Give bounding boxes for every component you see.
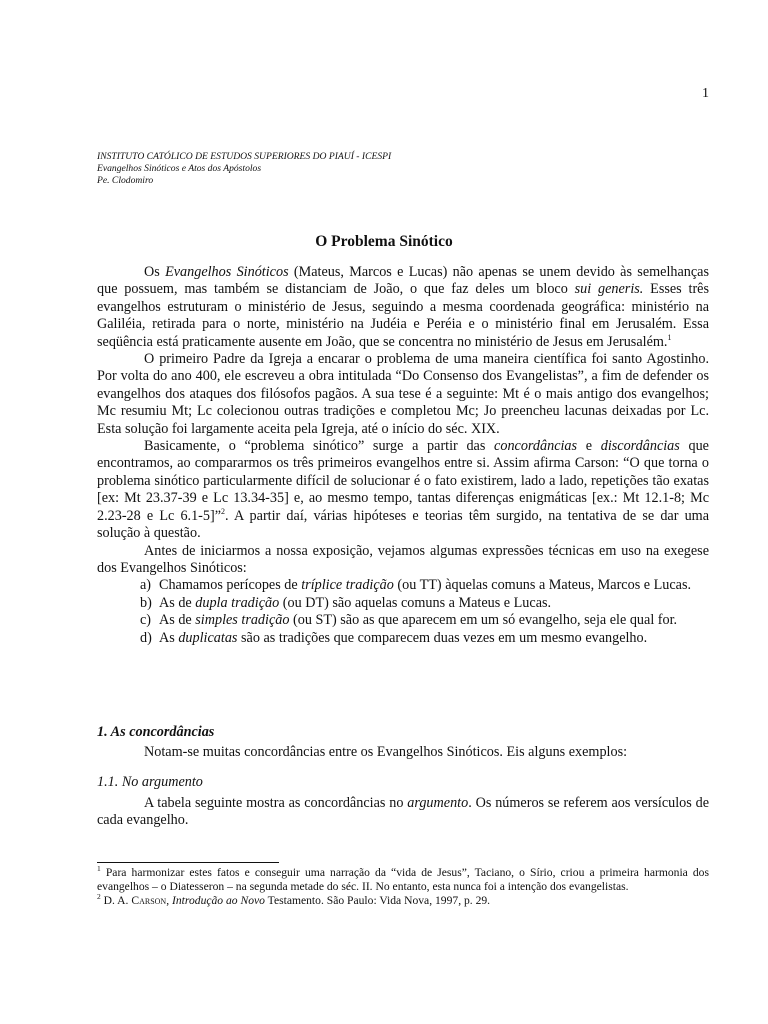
paragraph-1 <box>97 264 709 351</box>
text-run: Esses três evangelhos estruturam o ministério de Jesus, seguindo a mesma coordenada geográfica: ministério na Galiléia, retirada para o norte, ministério na Judéia e Peréia e o ministério final em Jerusalém. Essa seqüência está praticamente ausente em João, que se concentra no ministério de Jesus em Jerusalém. <box>97 281 709 350</box>
text-run: (Mateus, Marcos e Lucas) não apenas se unem devido às semelhanças que possuem, mas também se distanciam de João, o que faz deles um bloco <box>97 264 709 298</box>
footnote-number: 2 <box>97 892 101 901</box>
list-item <box>97 612 709 629</box>
page-title: O Problema Sinótico <box>315 233 453 250</box>
terms-list <box>97 577 709 647</box>
header-institution: INSTITUTO CATÓLICO DE ESTUDOS SUPERIORES DO PIAUÍ - ICESPI <box>97 151 392 162</box>
footnote-2 <box>97 894 709 908</box>
text-run: e <box>577 438 601 455</box>
text-run: D. A. <box>103 894 132 907</box>
text-run: As <box>159 629 179 646</box>
footnote-number: 1 <box>97 864 101 873</box>
text-run: (ou ST) são as que aparecem em um só evangelho, seja ele qual for. <box>289 612 678 629</box>
list-item <box>97 577 709 594</box>
list-marker: a) <box>140 577 152 594</box>
footnote-ref-2[interactable]: 2 <box>221 506 226 516</box>
italic-run: duplicatas <box>178 629 238 646</box>
italic-run: simples tradição <box>195 612 290 629</box>
list-item <box>97 630 709 647</box>
footnote-text: Para harmonizar estes fatos e conseguir uma narração da “vida de Jesus”, Taciano, o Sírio, criou a primeira harmonia dos evangelhos – o Diatesseron – na segunda metade do séc. II. No entanto, esta nunca foi a intenção dos evangelistas. <box>97 866 709 893</box>
paragraph-4: Antes de iniciarmos a nossa exposição, vejamos algumas expressões técnicas em uso na exegese dos Evangelhos Sinóticos: <box>97 542 709 576</box>
paragraph-3 <box>97 438 709 542</box>
header-course: Evangelhos Sinóticos e Atos dos Apóstolos <box>97 163 262 174</box>
text-run: . A partir daí, várias hipóteses e teorias têm surgido, na tentativa de se dar uma solução à questão. <box>97 507 710 542</box>
text-run: Chamamos perícopes de <box>159 577 302 594</box>
italic-run: argumento <box>407 795 469 811</box>
text-run: são as tradições que comparecem duas vezes em um mesmo evangelho. <box>237 629 648 646</box>
paragraph-2: O primeiro Padre da Igreja a encarar o problema de uma maneira científica foi santo Agostinho. Por volta do ano 400, ele escreveu a obra intitulada “Do Consenso dos Evangelistas”, a fim de defender os evangelhos dos ataques dos filósofos pagãos. A sua tese é a seguinte: Mt é o mais antigo dos evangelhos; Mc resumiu Mt; Lc colecionou outras tradições e completou Mc; Jo preencheu lacunas deixadas por Lc. Esta solução foi largamente aceita pela Igreja, até o início do séc. XIX. <box>97 351 709 437</box>
section-1-1-body <box>97 795 709 830</box>
text-run: . Os números se referem aos versículos de cada evangelho. <box>97 795 709 829</box>
book-title: Introdução ao Novo <box>172 894 265 907</box>
italic-run: dupla tradição <box>195 594 280 611</box>
list-marker: d) <box>140 629 152 646</box>
italic-run: discordâncias <box>600 438 680 455</box>
footnote-divider <box>97 862 279 863</box>
section-1-paragraph: Notam-se muitas concordâncias entre os Evangelhos Sinóticos. Eis alguns exemplos: <box>144 744 628 760</box>
text-run: A tabela seguinte mostra as concordâncias no <box>144 795 408 811</box>
section-1-body <box>97 744 709 761</box>
list-marker: c) <box>140 612 152 629</box>
text-run: , <box>166 894 173 907</box>
text-run: Os <box>144 264 166 280</box>
text-run: Testamento. São Paulo: Vida Nova, 1997, p. 29. <box>264 894 491 907</box>
section-1-1-paragraph <box>97 795 709 830</box>
italic-run: sui generis. <box>574 281 644 298</box>
italic-run: Evangelhos Sinóticos <box>165 264 289 280</box>
header-author: Pe. Clodomiro <box>97 175 154 186</box>
text-run: que encontramos, ao compararmos os três primeiros evangelhos entre si. Assim afirma Carson: “O que torna o problema sinótico particularmente difícil de solucionar é o fato existirem, lado a lado, repetições tão exatas [ex: Mt 23.37-39 e Lc 13.34-35] e, ao mesmo tempo, tantas diferenças enigmáticas [ex.: Mt 12.1-8; Mc 2.23-28 e Lc 6.1-5]” <box>97 438 709 524</box>
page-number: 1 <box>702 86 709 101</box>
main-body <box>97 264 709 647</box>
text-run: (ou DT) são aquelas comuns a Mateus e Lucas. <box>279 594 552 611</box>
text-run: Basicamente, o “problema sinótico” surge a partir das <box>144 438 495 455</box>
list-marker: b) <box>140 594 152 611</box>
section-1-heading: 1. As concordâncias <box>97 724 215 740</box>
footnote-1 <box>97 866 709 894</box>
document-header <box>97 151 391 187</box>
author-name: Carson <box>131 894 167 907</box>
text-run: As de <box>159 594 196 611</box>
section-1-1-heading: 1.1. No argumento <box>97 774 203 790</box>
text-run: As de <box>159 612 196 629</box>
footnote-ref-1[interactable]: 1 <box>667 332 672 342</box>
italic-run: concordâncias <box>494 438 578 455</box>
italic-run: tríplice tradição <box>301 577 394 594</box>
text-run: (ou TT) àquelas comuns a Mateus, Marcos e Lucas. <box>393 577 692 594</box>
footnotes <box>97 866 709 908</box>
list-item <box>97 595 709 612</box>
